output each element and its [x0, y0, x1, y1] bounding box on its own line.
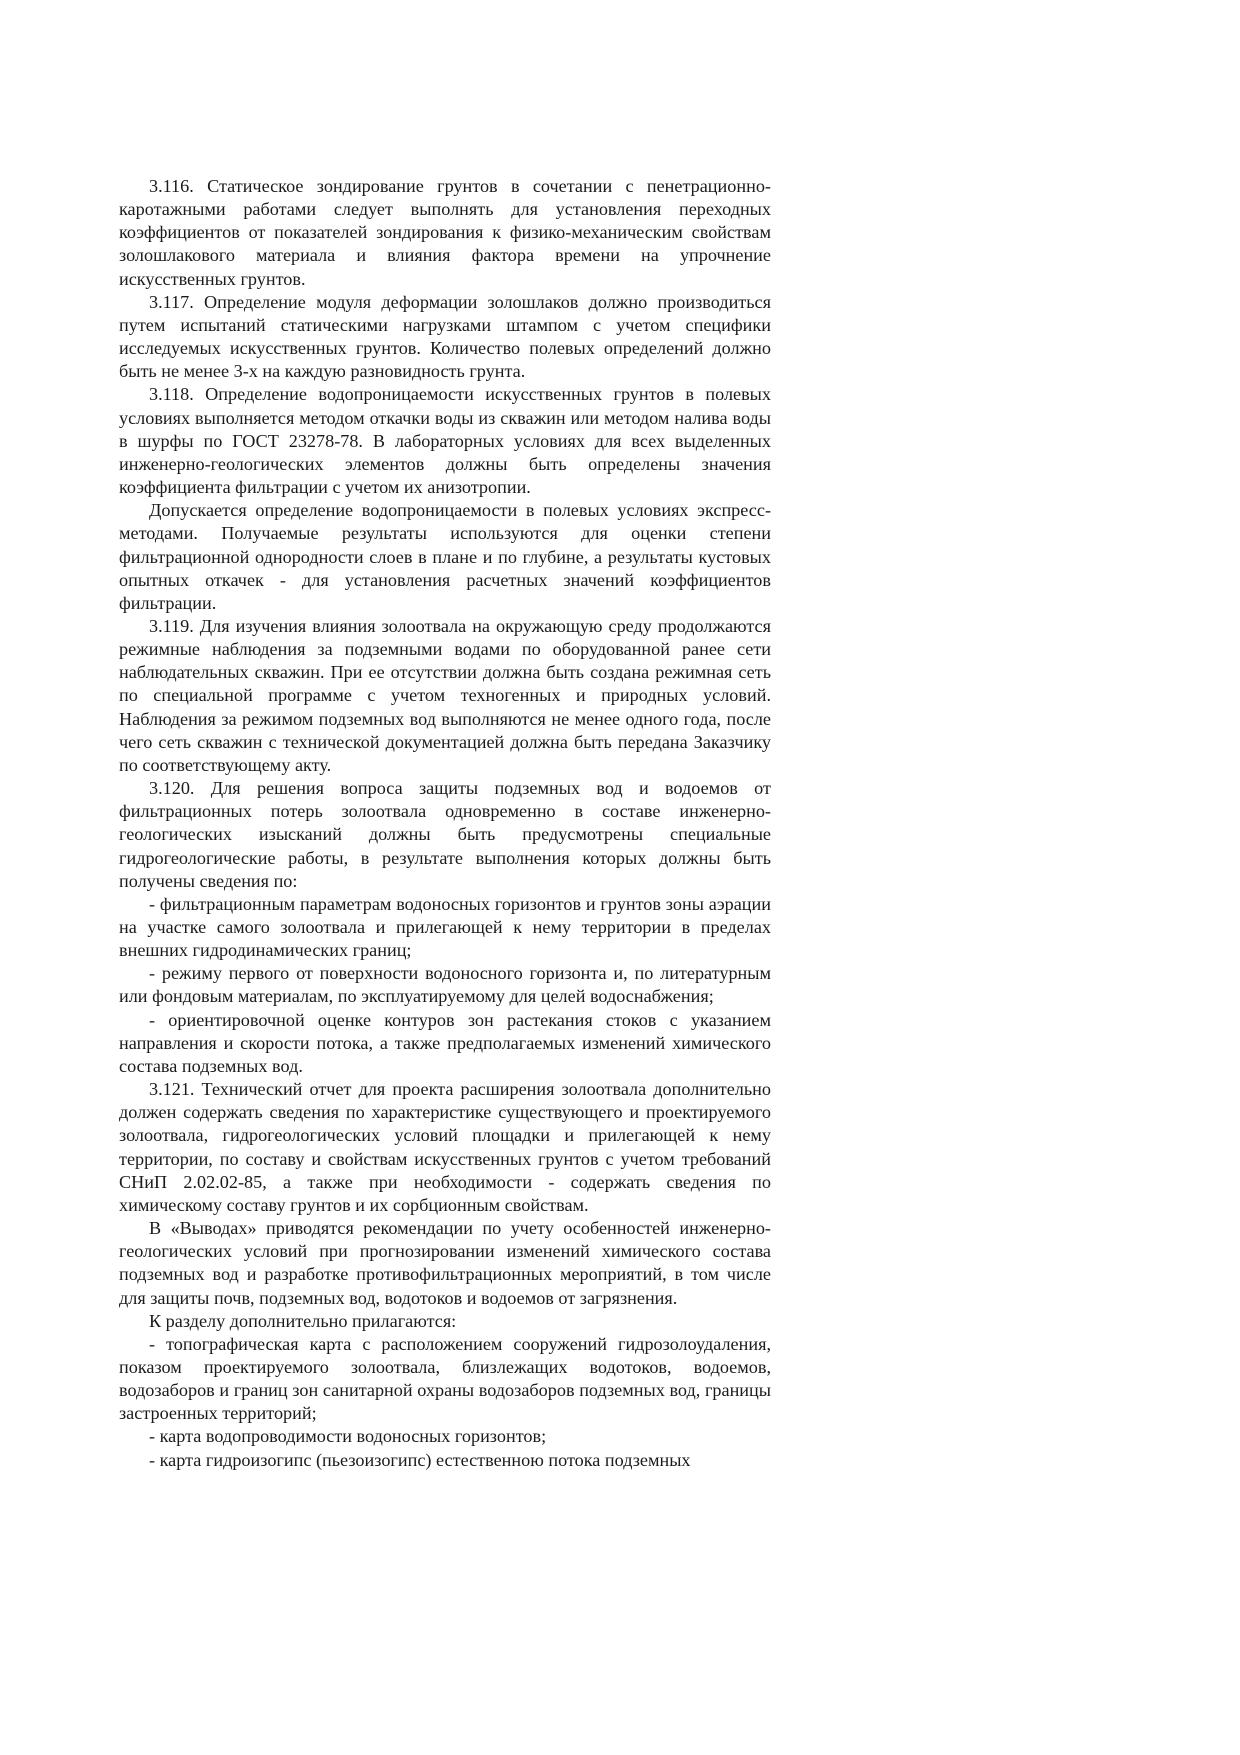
- paragraph-express-methods: Допускается определение водопроницаемости в полевых условиях экспресс-методами. Получаемые результаты используются для оценки степени фильтрационной однородности слоев в плане и по глубине, а результаты кустовых опытных откачек - для установления расчетных значений коэффициентов фильтрации.: [119, 500, 771, 613]
- paragraph-3-116: 3.116. Статическое зондирование грунтов в сочетании с пенетрационно-каротажными работами следует выполнять для установления переходных коэффициентов от показателей зондирования к физико-механическим свойствам золошлакового материала и влияния фактора времени на упрочнение искусственных грунтов.: [119, 176, 771, 289]
- paragraph-3-117: 3.117. Определение модуля деформации золошлаков должно производиться путем испытаний статическими нагрузками штампом с учетом специфики исследуемых искусственных грунтов. Количество полевых определений должно быть не менее 3-х на каждую разновидность грунта.: [119, 291, 771, 382]
- list-item-aquifer-regime: - режиму первого от поверхности водоносного горизонта и, по литературным или фондовым материалам, по эксплуатируемому для целей водоснабжения;: [119, 963, 771, 1007]
- document-page: [119, 175, 771, 1472]
- paragraph-3-118: 3.118. Определение водопроницаемости искусственных грунтов в полевых условиях выполняется методом откачки воды из скважин или методом налива воды в шурфы по ГОСТ 23278-78. В лабораторных условиях для всех выделенных инженерно-геологических элементов должны быть определены значения коэффициента фильтрации с учетом их анизотропии.: [119, 384, 771, 498]
- list-item-spread-contours: - ориентировочной оценке контуров зон растекания стоков с указанием направления и скорости потока, а также предполагаемых изменений химического состава подземных вод.: [119, 1009, 771, 1076]
- paragraph-attachments-intro: К разделу дополнительно прилагаются:: [149, 1310, 457, 1331]
- list-item-filtration-parameters: - фильтрационным параметрам водоносных горизонтов и грунтов зоны аэрации на участке самого золоотвала и прилегающей к нему территории в пределах внешних гидродинамических границ;: [119, 893, 771, 961]
- list-item-topographic-map: - топографическая карта с расположением сооружений гидрозолоудаления, показом проектируемого золоотвала, близлежащих водотоков, водоемов, водозаборов и границ зон санитарной охраны водозаборов подземных вод, границы застроенных территорий;: [119, 1333, 771, 1424]
- paragraph-3-120: 3.120. Для решения вопроса защиты подземных вод и водоемов от фильтрационных потерь золоотвала одновременно в составе инженерно-геологических изысканий должны быть предусмотрены специальные гидрогеологические работы, в результате выполнения которых должны быть получены сведения по:: [119, 778, 771, 891]
- paragraph-conclusions: В «Выводах» приводятся рекомендации по учету особенностей инженерно-геологических условий при прогнозировании изменений химического состава подземных вод и разработке противофильтрационных мероприятий, в том числе для защиты почв, подземных вод, водотоков и водоемов от загрязнения.: [119, 1218, 771, 1308]
- list-item-transmissivity-map: - карта водопроводимости водоносных горизонтов;: [149, 1426, 547, 1447]
- list-item-hydroisohypse-map: - карта гидроизогипс (пьезоизогипс) естественною потока подземных: [149, 1449, 691, 1470]
- paragraph-3-121: 3.121. Технический отчет для проекта расширения золоотвала дополнительно должен содержать сведения по характеристике существующего и проектируемого золоотвала, гидрогеологических условий площадки и прилегающей к нему территории, по составу и свойствам искусственных грунтов с учетом требований СНиП 2.02.02-85, а также при необходимости - содержать сведения по химическому составу грунтов и их сорбционным свойствам.: [119, 1079, 771, 1215]
- paragraph-3-119: 3.119. Для изучения влияния золоотвала на окружающую среду продолжаются режимные наблюдения за подземными водами по оборудованной ранее сети наблюдательных скважин. При ее отсутствии должна быть создана режимная сеть по специальной программе с учетом техногенных и природных условий. Наблюдения за режимом подземных вод выполняются не менее одного года, после чего сеть скважин с технической документацией должна быть передана Заказчику по соответствующему акту.: [119, 615, 771, 775]
